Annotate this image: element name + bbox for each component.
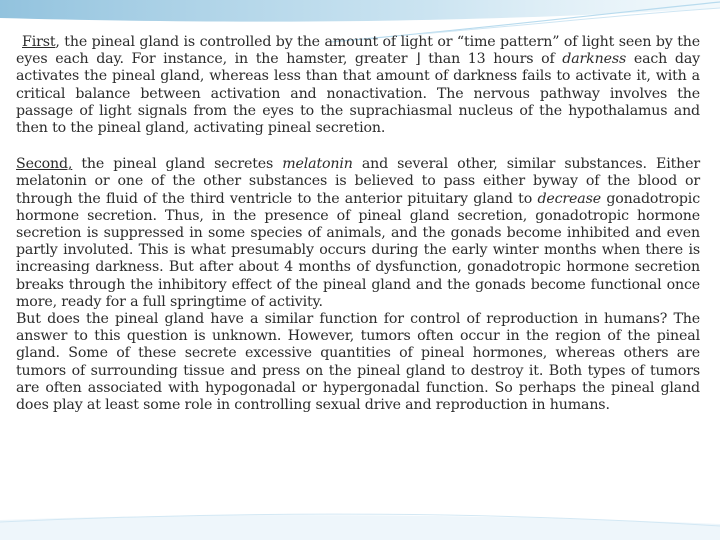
- paragraph-text: But does the pineal gland have a similar function for control of reproduction in humans? The answer to this question is unknown. However, tumors often occur in the region of the pineal gland. Some of these secrete excessive quantities of pineal hormones, whereas others are tumors of surrounding tissue and press on the pineal gland to destroy it. Both types of tumors are often associated with hypogonadal or hypergonadal function. So perhaps the pineal gland does play at least some role in controlling sexual drive and reproduction in humans.: [16, 311, 700, 414]
- emphasized-term: melatonin: [282, 156, 353, 173]
- paragraph-third: [16, 311, 700, 414]
- paragraph-text: the pineal gland secretes: [72, 156, 283, 173]
- paragraph-first: [16, 34, 700, 137]
- bottom-swoosh-shape: [0, 515, 720, 540]
- paragraph-text: and several other, similar substances. Either melatonin or one of the other substances is believed to pass either byway of the blood or through the fluid of the third ventricle to the anterior pituitary gland to: [16, 156, 701, 207]
- paragraph-text: gonadotropic hormone secretion. Thus, in the presence of pineal gland secretion, gonadotropic hormone secretion is suppressed in some species of animals, and the gonads become inhibited and even partly involuted. This is what presumably occurs during the early winter months when there is increasing darkness. But after about 4 months of dysfunction, gonadotropic hormone secretion breaks through the inhibitory effect of the pineal gland and the gonads become functional once more, ready for a full springtime of activity.: [16, 190, 700, 310]
- paragraph-text: each day activates the pineal gland, whereas less than that amount of darkness fails to activate it, with a critical balance between activation and nonactivation. The nervous pathway involves the passage of light signals from the eyes to the suprachiasmal nucleus of the hypothalamus and then to the pineal gland, activating pineal secretion.: [16, 51, 700, 137]
- emphasized-term: darkness: [562, 51, 627, 68]
- paragraph-second: [16, 156, 700, 311]
- paragraph-text: , the pineal gland is controlled by the amount of light or “time pattern” of light seen by the eyes each day. For instance, in the hamster, greater ⌋ than 13 hours of: [16, 34, 700, 68]
- paragraph-lead: Second,: [16, 156, 73, 173]
- top-band-shape: [0, 0, 720, 22]
- emphasized-term: decrease: [537, 190, 601, 207]
- paragraph-lead: First: [22, 34, 56, 50]
- slide-content: [16, 34, 700, 414]
